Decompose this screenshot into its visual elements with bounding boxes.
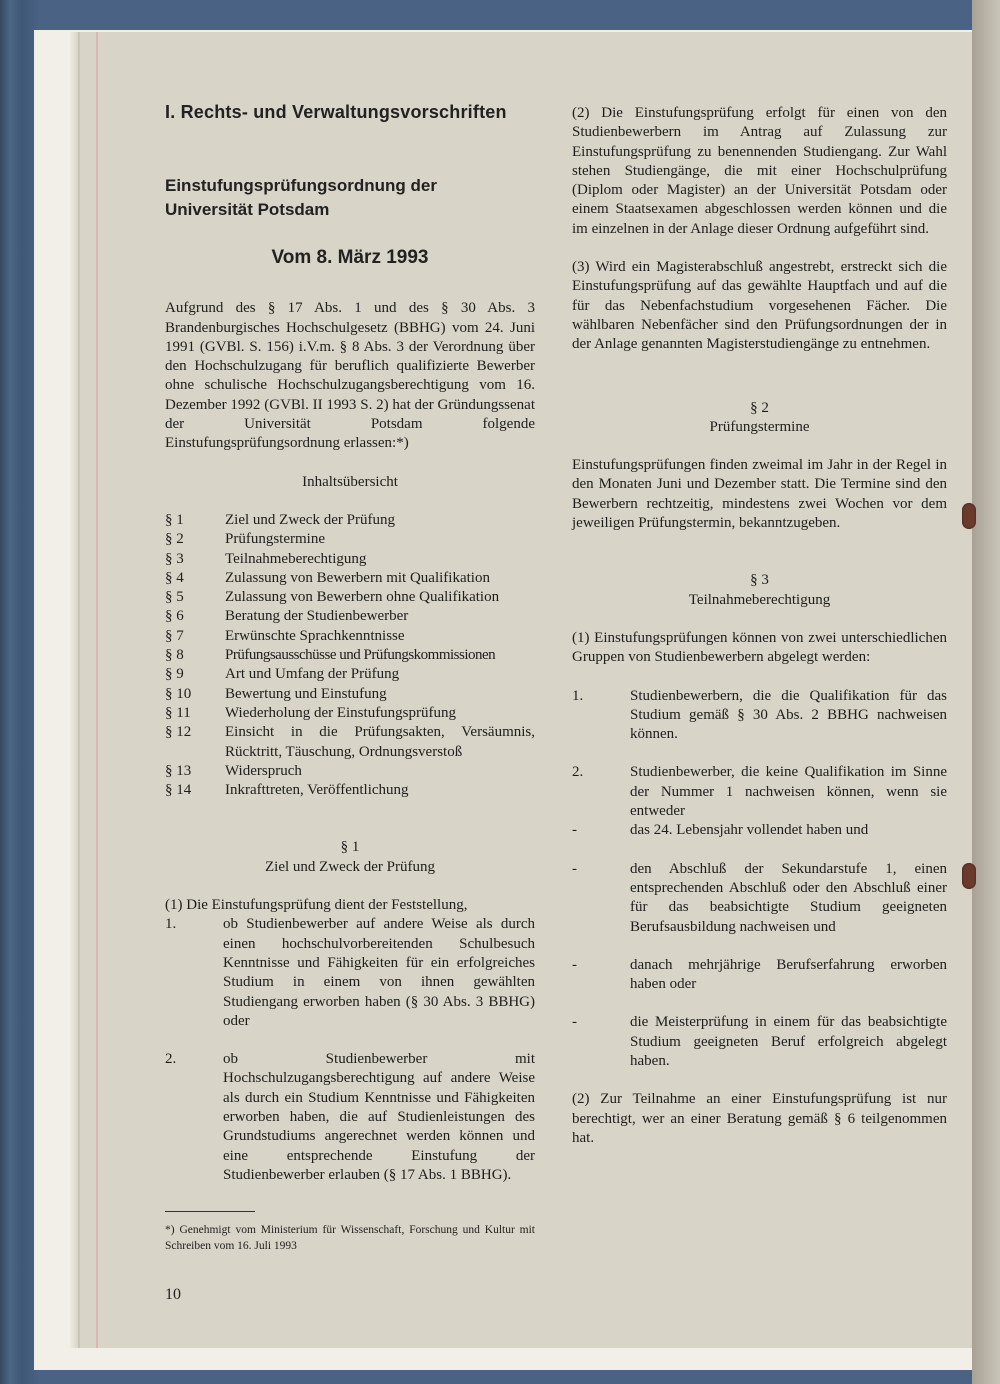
toc-row <box>165 685 535 704</box>
toc-text: Teilnahmeberechtigung <box>225 550 367 567</box>
table-of-contents <box>165 511 535 800</box>
item-text: ob Studienbewerber mit Hochschulzugangsberechtigung auf andere Weise als durch ein Studium Kenntnisse und Fähigkeiten erworben haben, die auf Studienleistungen des Grundstudiums angerechnet werden können und eine entsprechende Einstufung der Studienbewerber erlauben (§ 17 Abs. 1 BBHG). <box>223 1051 535 1183</box>
toc-row <box>165 762 535 781</box>
toc-title: Inhaltsübersicht <box>302 473 398 490</box>
document-title-line-1: Einstufungsprüfungsordnung der <box>165 176 437 195</box>
list-item <box>572 687 947 745</box>
toc-number: § 5 <box>165 589 184 606</box>
toc-number: § 11 <box>165 704 191 721</box>
binding-hole <box>962 863 976 889</box>
list-item <box>165 1050 535 1185</box>
toc-text: Art und Umfang der Prüfung <box>225 666 400 683</box>
toc-number: § 14 <box>165 782 192 799</box>
dash-item <box>572 860 947 937</box>
section-2-title: Prüfungstermine <box>709 418 810 435</box>
section-3-title: Teilnahmeberechtigung <box>688 591 831 608</box>
toc-text: Zulassung von Bewerbern mit Qualifikation <box>225 569 490 586</box>
section-3-number: § 3 <box>750 572 769 589</box>
toc-number: § 8 <box>165 647 184 664</box>
dash-marker: - <box>572 1014 577 1031</box>
dash-marker: - <box>572 956 577 973</box>
item-number: 1. <box>572 687 584 704</box>
item-number: 1. <box>165 916 177 933</box>
toc-text: Einsicht in die Prüfungsakten, Versäumnis, Rücktritt, Täuschung, Ordnungsverstoß <box>225 724 535 760</box>
toc-number: § 6 <box>165 608 184 625</box>
toc-text: Ziel und Zweck der Prüfung <box>225 511 395 528</box>
document-date: Vom 8. März 1993 <box>271 247 429 268</box>
toc-row <box>165 781 535 800</box>
toc-text: Wiederholung der Einstufungsprüfung <box>225 704 457 721</box>
right-column <box>572 104 947 1148</box>
section-2-number: § 2 <box>750 399 769 416</box>
section-heading: I. Rechts- und Verwaltungsvorschriften <box>165 102 507 122</box>
footnote: *) Genehmigt vom Ministerium für Wissenschaft, Forschung und Kultur mit Schreiben vom 16. Juli 1993 <box>165 1224 535 1253</box>
toc-number: § 3 <box>165 550 184 567</box>
toc-row <box>165 588 535 607</box>
item-text: ob Studienbewerber auf andere Weise als durch einen hochschulvorbereitenden Schulbesuch Kenntnisse und Fähigkeiten für ein erfolgreiches Studium in einem von ihnen gewählten Studiengang erworben haben (§ 30 Abs. 3 BBHG) oder <box>223 916 535 1029</box>
toc-number: § 1 <box>165 511 184 528</box>
section-1-title: Ziel und Zweck der Prüfung <box>265 858 435 875</box>
dash-text: danach mehrjährige Berufserfahrung erworben haben oder <box>630 956 947 993</box>
toc-row <box>165 665 535 684</box>
toc-row <box>165 704 535 723</box>
page-number: 10 <box>165 1286 181 1303</box>
toc-number: § 4 <box>165 569 184 586</box>
section-2-text: Einstufungsprüfungen finden zweimal im Jahr in der Regel in den Monaten Juni und Dezember statt. Die Termine sind den Bewerbern rechtzeitig, mindestens zwei Wochen vor dem jeweiligen Prüfungstermin, bekanntzugeben. <box>572 457 947 532</box>
toc-number: § 9 <box>165 666 184 683</box>
dash-text: den Abschluß der Sekundarstufe 1, einen entsprechenden Abschluß oder den Abschluß einer für das beabsichtigte Studium geeigneten Berufsausbildung nachweisen und <box>630 860 947 935</box>
toc-text: Zulassung von Bewerbern ohne Qualifikation <box>225 589 500 606</box>
toc-text: Widerspruch <box>225 762 302 779</box>
toc-row <box>165 723 535 762</box>
section-1-number: § 1 <box>340 839 360 856</box>
binding-hole <box>962 503 976 529</box>
dash-text: das 24. Lebensjahr vollendet haben und <box>630 822 869 839</box>
toc-number: § 10 <box>165 685 192 702</box>
toc-row <box>165 511 535 530</box>
margin-line <box>96 32 98 1348</box>
dash-item <box>572 821 947 840</box>
toc-row <box>165 550 535 569</box>
item-number: 2. <box>165 1051 177 1068</box>
toc-text: Bewertung und Einstufung <box>225 685 387 702</box>
item-text: Studienbewerber, die keine Qualifikation im Sinne der Nummer 1 nachweisen können, wenn sie entweder <box>630 764 947 820</box>
item-text: Studienbewerbern, die die Qualifikation für das Studium gemäß § 30 Abs. 2 BBHG nachweisen können. <box>630 687 947 743</box>
section-3-paragraph-1: (1) Einstufungsprüfungen können von zwei unterschiedlichen Gruppen von Studienbewerbern abgelegt werden: <box>572 629 947 666</box>
toc-text: Inkrafttreten, Veröffentlichung <box>225 782 409 799</box>
right-page-edge <box>972 0 1000 1384</box>
section-1-paragraph-3: (3) Wird ein Magisterabschluß angestrebt, erstreckt sich die Einstufungsprüfung auf das gewählte Hauptfach und auf die für das Nebenfachstudium vorgesehenen Fächer. Die wählbaren Nebenfächer sind den Prüfungsordnungen der in der Anlage genannten Magisterstudiengänge zu entnehmen. <box>572 259 947 353</box>
left-column <box>165 100 535 1254</box>
section-1-intro: (1) Die Einstufungsprüfung dient der Feststellung, <box>165 897 468 914</box>
section-3-paragraph-2: (2) Zur Teilnahme an einer Einstufungsprüfung ist nur berechtigt, wer an einer Beratung gemäß § 6 teilgenommen hat. <box>572 1091 947 1146</box>
list-item <box>165 915 535 1031</box>
toc-row <box>165 646 535 665</box>
toc-number: § 13 <box>165 762 192 779</box>
dash-marker: - <box>572 860 577 877</box>
toc-row <box>165 530 535 549</box>
dash-marker: - <box>572 822 577 839</box>
preamble: Aufgrund des § 17 Abs. 1 und des § 30 Abs. 3 Brandenburgisches Hochschulgesetz (BBHG) vom 24. Juni 1991 (GVBl. S. 156) i.V.m. § 8 Abs. 3 der Verordnung über den Hochschulzugang für beruflich qualifizierte Bewerber ohne schulische Hochschulzugangsberechtigung vom 16. Dezember 1992 (GVBl. II 1993 S. 2) hat der Gründungssenat der Universität Potsdam folgende Einstufungsprüfungsordnung erlassen:*) <box>165 300 535 452</box>
toc-row <box>165 627 535 646</box>
toc-number: § 12 <box>165 724 192 741</box>
toc-text: Erwünschte Sprachkenntnisse <box>225 627 405 644</box>
document-title-line-2: Universität Potsdam <box>165 200 330 219</box>
dash-item <box>572 956 947 995</box>
section-1-paragraph-2: (2) Die Einstufungsprüfung erfolgt für einen von den Studienbewerbern im Antrag auf Zulassung zur Einstufungsprüfung zu benennenden Studiengang. Zur Wahl stehen Studiengänge, die mit einer Hochschulprüfung (Diplom oder Magister) an der Universität Potsdam oder einem Staatsexamen abgeschlossen werden können und die im einzelnen in der Anlage dieser Ordnung aufgeführt sind. <box>572 105 947 237</box>
toc-number: § 7 <box>165 627 184 644</box>
toc-text: Beratung der Studienbewerber <box>225 608 409 625</box>
dash-item <box>572 1013 947 1071</box>
page-edge <box>70 32 80 1348</box>
dash-text: die Meisterprüfung in einem für das beabsichtigte Studium geeigneten Beruf erfolgreich abgelegt haben. <box>630 1014 947 1069</box>
toc-row <box>165 569 535 588</box>
item-number: 2. <box>572 764 584 781</box>
toc-text: Prüfungsausschüsse und Prüfungskommissionen <box>225 647 496 664</box>
toc-row <box>165 607 535 626</box>
list-item <box>572 763 947 821</box>
toc-number: § 2 <box>165 531 184 548</box>
toc-text: Prüfungstermine <box>225 531 325 548</box>
